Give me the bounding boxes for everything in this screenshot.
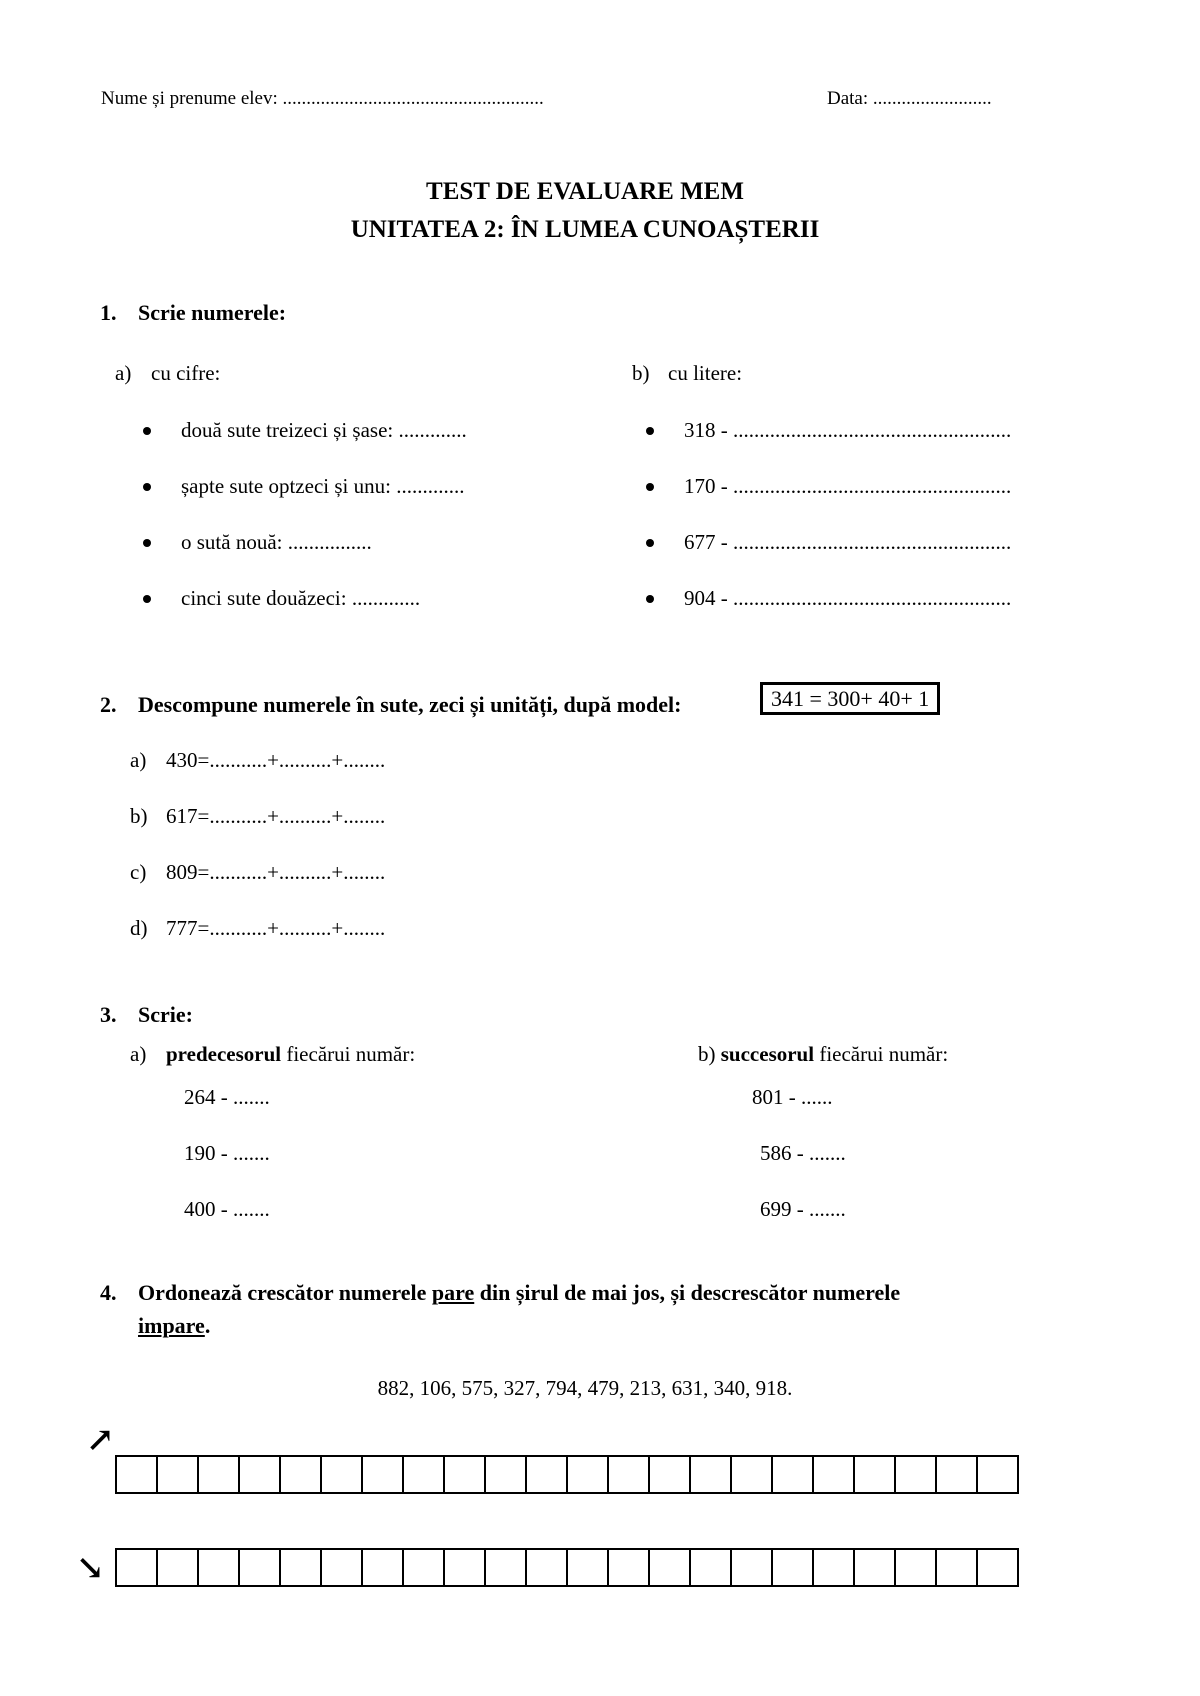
question-4-heading <box>100 1280 900 1306</box>
grid-cell[interactable] <box>240 1455 281 1494</box>
q3-a-item[interactable]: 400 - ....... <box>184 1197 270 1221</box>
question-text: Ordonează crescător numerele <box>138 1280 432 1305</box>
grid-cell[interactable] <box>609 1548 650 1587</box>
item-text[interactable]: 809=...........+..........+........ <box>166 860 386 884</box>
subpart-text: cu cifre: <box>151 361 221 385</box>
grid-cell[interactable] <box>445 1548 486 1587</box>
item-text[interactable]: 430=...........+..........+........ <box>166 748 386 772</box>
q1-a-item[interactable]: șapte sute optzeci și unu: ............. <box>181 474 465 498</box>
grid-cell[interactable] <box>158 1455 199 1494</box>
grid-cell[interactable] <box>978 1548 1019 1587</box>
arrow-up-icon: ↗ <box>86 1422 115 1459</box>
grid-cell[interactable] <box>978 1455 1019 1494</box>
q3-a-item[interactable]: 264 - ....... <box>184 1085 270 1109</box>
grid-cell[interactable] <box>814 1548 855 1587</box>
grid-cell[interactable] <box>322 1455 363 1494</box>
grid-cell[interactable] <box>445 1455 486 1494</box>
q1-a-item[interactable]: două sute treizeci și șase: ............. <box>181 418 467 442</box>
subpart-label: a) <box>115 361 132 385</box>
grid-cell[interactable] <box>650 1548 691 1587</box>
grid-cell[interactable] <box>896 1455 937 1494</box>
grid-cell[interactable] <box>855 1548 896 1587</box>
subpart-text: cu litere: <box>668 361 743 385</box>
q3-b-item[interactable]: 586 - ....... <box>760 1141 846 1165</box>
student-name-field[interactable]: Nume și prenume elev: ....................................................... <box>101 88 544 109</box>
question-3-heading <box>100 1002 193 1028</box>
ascending-answer-grid[interactable] <box>115 1455 1019 1494</box>
grid-cell[interactable] <box>486 1548 527 1587</box>
grid-cell[interactable] <box>322 1548 363 1587</box>
grid-cell[interactable] <box>855 1455 896 1494</box>
question-2-heading <box>100 692 681 718</box>
grid-cell[interactable] <box>281 1548 322 1587</box>
page-title: TEST DE EVALUARE MEM <box>426 178 744 205</box>
grid-cell[interactable] <box>527 1455 568 1494</box>
number-sequence: 882, 106, 575, 327, 794, 479, 213, 631, 340, 918. <box>377 1376 793 1400</box>
q1-b-item[interactable]: 904 - ..................................................... <box>684 586 1012 610</box>
grid-cell[interactable] <box>363 1548 404 1587</box>
item-text[interactable]: 777=...........+..........+........ <box>166 916 386 940</box>
q2-item[interactable] <box>130 748 385 773</box>
grid-cell[interactable] <box>117 1548 158 1587</box>
grid-cell[interactable] <box>281 1455 322 1494</box>
grid-cell[interactable] <box>609 1455 650 1494</box>
question-text-end: . <box>204 1313 211 1338</box>
question-4-heading-line2 <box>138 1313 210 1339</box>
grid-cell[interactable] <box>486 1455 527 1494</box>
q3-a-item[interactable]: 190 - ....... <box>184 1141 270 1165</box>
q1-a-item[interactable]: o sută nouă: ................ <box>181 530 372 554</box>
q3-b-item[interactable]: 801 - ...... <box>752 1085 833 1109</box>
grid-cell[interactable] <box>691 1455 732 1494</box>
q1-subpart-a <box>115 361 220 386</box>
question-number: 2. <box>100 692 117 717</box>
grid-cell[interactable] <box>650 1455 691 1494</box>
grid-cell[interactable] <box>691 1548 732 1587</box>
question-text: Scrie numerele: <box>138 300 287 325</box>
item-text[interactable]: 617=...........+..........+........ <box>166 804 386 828</box>
grid-cell[interactable] <box>199 1548 240 1587</box>
subpart-label: b) <box>698 1042 716 1066</box>
q1-b-item[interactable]: 170 - ..................................................... <box>684 474 1012 498</box>
descending-answer-grid[interactable] <box>115 1548 1019 1587</box>
grid-cell[interactable] <box>199 1455 240 1494</box>
page-subtitle: UNITATEA 2: ÎN LUMEA CUNOAȘTERII <box>350 216 820 243</box>
grid-cell[interactable] <box>732 1548 773 1587</box>
grid-cell[interactable] <box>158 1548 199 1587</box>
model-box <box>760 686 940 712</box>
subpart-text: fiecărui număr: <box>281 1042 416 1066</box>
q1-b-item[interactable]: 318 - ..................................................... <box>684 418 1012 442</box>
model-example: 341 = 300+ 40+ 1 <box>760 682 940 715</box>
grid-cell[interactable] <box>404 1455 445 1494</box>
q2-item[interactable] <box>130 804 385 829</box>
item-label: a) <box>130 748 147 772</box>
grid-cell[interactable] <box>773 1455 814 1494</box>
q1-subpart-b <box>632 361 742 386</box>
arrow-down-icon: ↘ <box>76 1550 105 1587</box>
grid-cell[interactable] <box>527 1548 568 1587</box>
q3-subpart-b <box>698 1042 948 1067</box>
question-text-cont: din șirul de mai jos, și descrescător numerele <box>474 1280 901 1305</box>
item-label: d) <box>130 916 148 940</box>
question-1-heading <box>100 300 286 326</box>
subpart-keyword: succesorul <box>720 1042 815 1066</box>
grid-cell[interactable] <box>773 1548 814 1587</box>
question-number: 3. <box>100 1002 117 1027</box>
subpart-text: fiecărui număr: <box>814 1042 949 1066</box>
grid-cell[interactable] <box>814 1455 855 1494</box>
question-number: 1. <box>100 300 117 325</box>
grid-cell[interactable] <box>568 1455 609 1494</box>
q3-subpart-a <box>130 1042 415 1067</box>
subpart-keyword: predecesorul <box>166 1042 282 1066</box>
question-text: Descompune numerele în sute, zeci și unități, după model: <box>138 692 682 717</box>
keyword-pare: pare <box>431 1280 475 1305</box>
date-field[interactable]: Data: ......................... <box>827 88 992 109</box>
item-label: c) <box>130 860 147 884</box>
keyword-impare: impare <box>138 1313 205 1338</box>
grid-cell[interactable] <box>363 1455 404 1494</box>
q1-a-item[interactable]: cinci sute douăzeci: ............. <box>181 586 421 610</box>
q3-b-item[interactable]: 699 - ....... <box>760 1197 846 1221</box>
item-label: b) <box>130 804 148 828</box>
grid-cell[interactable] <box>896 1548 937 1587</box>
grid-cell[interactable] <box>937 1548 978 1587</box>
grid-cell[interactable] <box>404 1548 445 1587</box>
q1-b-item[interactable]: 677 - ..................................................... <box>684 530 1012 554</box>
grid-cell[interactable] <box>732 1455 773 1494</box>
grid-cell[interactable] <box>117 1455 158 1494</box>
q2-item[interactable] <box>130 860 385 885</box>
grid-cell[interactable] <box>568 1548 609 1587</box>
question-number: 4. <box>100 1280 117 1305</box>
question-text: Scrie: <box>138 1002 193 1027</box>
subpart-label: b) <box>632 361 650 385</box>
q2-item[interactable] <box>130 916 385 941</box>
grid-cell[interactable] <box>240 1548 281 1587</box>
grid-cell[interactable] <box>937 1455 978 1494</box>
subpart-label: a) <box>130 1042 147 1066</box>
